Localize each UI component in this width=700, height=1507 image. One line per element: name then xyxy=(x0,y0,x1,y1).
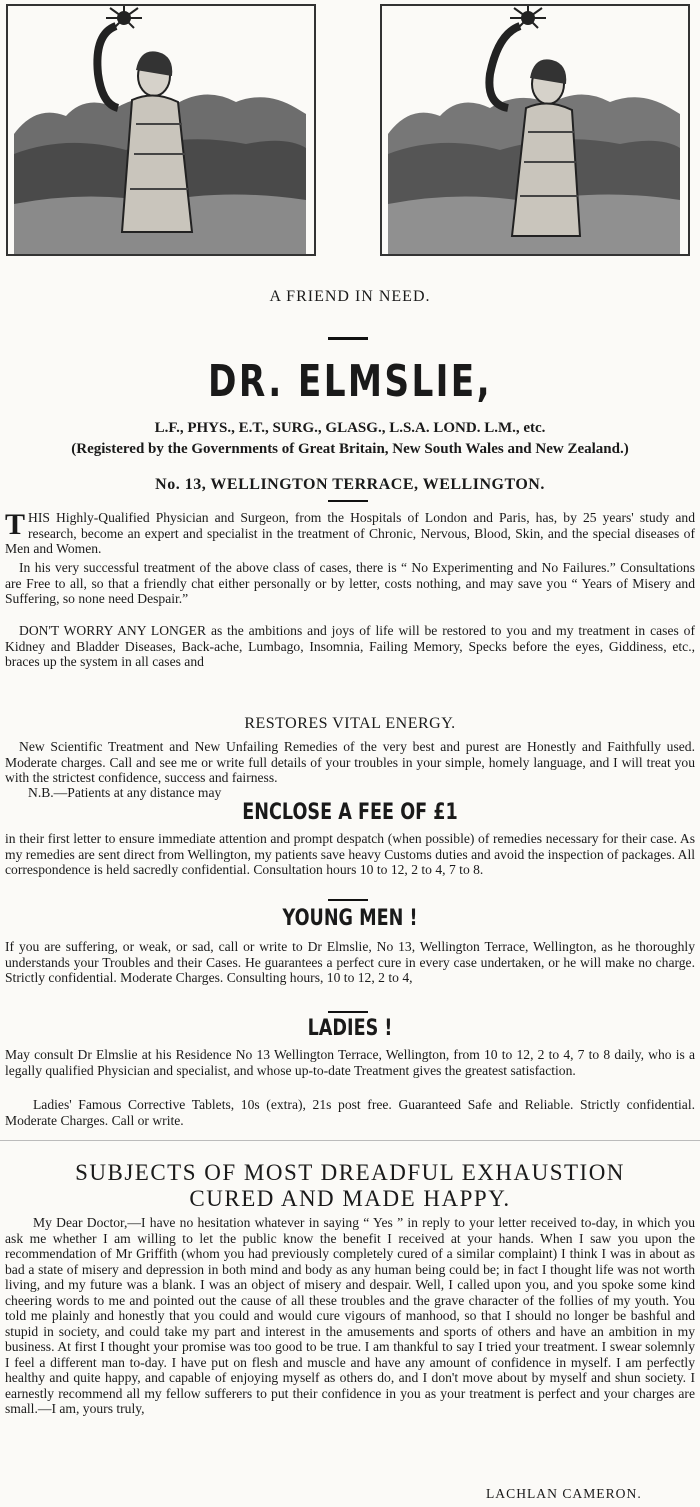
intro-paragraph xyxy=(5,510,695,557)
testimonial-heading xyxy=(0,1160,700,1212)
divider xyxy=(328,1011,368,1013)
doctor-name: DR. ELMSLIE, xyxy=(208,356,492,407)
young-men-paragraph: If you are suffering, or weak, or sad, call or write to Dr Elmslie, No 13, Wellington Terrace, Wellington, as he thoroughly understands your Troubles and their Cases. He guarantees a perfect cure in every case undertaken, or he will make no charge. Strictly confidential. Moderate Charges. Consulting hours, 10 to 12, 2 to 4, xyxy=(5,939,695,985)
fee-heading: ENCLOSE A FEE OF £1 xyxy=(242,800,458,825)
testimonial-heading-line2: CURED AND MADE HAPPY. xyxy=(189,1186,511,1211)
registration-note: (Registered by the Governments of Great Britain, New South Wales and New Zealand.) xyxy=(71,441,629,457)
tablets-paragraph: Ladies' Famous Corrective Tablets, 10s (extra), 21s post free. Guaranteed Safe and Reliable. Strictly confidential. Moderate Charges. Call or write. xyxy=(5,1097,695,1128)
intro-text: HIS Highly-Qualified Physician and Surgeon, from the Hospitals of London and Paris, has, by 25 years' study and research, become an expert and specialist in the treatment of Chronic, Nervous, Blood, Skin, and the special diseases of Men and Women. xyxy=(5,510,695,556)
woman-sun-illustration-right xyxy=(380,4,690,256)
fee-paragraph: in their first letter to ensure immediate attention and prompt despatch (when possible) of remedies necessary for their case. As my remedies are sent direct from Wellington, my patients save heavy Customs duties and avoid the inspection of packages. All correspondence is held sacredly confidential. Consultation hours 10 to 12, 2 to 4, 7 to 8. xyxy=(5,831,695,877)
worry-paragraph: DON'T WORRY ANY LONGER as the ambitions and joys of life will be restored to you and my treatment in cases of Kidney and Bladder Diseases, Back-ache, Lumbago, Insomnia, Failing Memory, Specks before the eyes, Giddiness, etc., braces up the system in all cases and xyxy=(5,623,695,669)
address: No. 13, WELLINGTON TERRACE, WELLINGTON. xyxy=(155,476,545,493)
young-men-heading: YOUNG MEN ! xyxy=(282,906,418,931)
signature: LACHLAN CAMERON. xyxy=(486,1486,642,1501)
divider xyxy=(328,337,368,340)
divider xyxy=(328,500,368,502)
testimonial-heading-line1: SUBJECTS OF MOST DREADFUL EXHAUSTION xyxy=(75,1160,625,1185)
restores-heading: RESTORES VITAL ENERGY. xyxy=(244,715,456,732)
qualifications: L.F., PHYS., E.T., SURG., GLASG., L.S.A. LOND. L.M., etc. xyxy=(154,420,546,436)
ladies-heading: LADIES ! xyxy=(307,1016,393,1041)
ladies-paragraph: May consult Dr Elmslie at his Residence No 13 Wellington Terrace, Wellington, from 10 to 12, 2 to 4, 7 to 8 daily, who is a legally qualified Physician and specialist, and whose up-to-date Treatment gives the greatest satisfaction. xyxy=(5,1047,695,1078)
illustration-left xyxy=(6,4,316,256)
testimonial-letter: My Dear Doctor,—I have no hesitation whatever in saying “ Yes ” in reply to your letter received to-day, in which you ask me whether I am willing to let the public know the benefit I received at your hands. When I saw you upon the recommendation of Mr Griffith (whom you had previously completely cured of a similar complaint) I think I was in about as bad a state of misery and depression in both mind and body as any human being could be; in fact I thought life was not worth living, and my future was a blank. I was an object of misery and despair. Well, I called upon you, and you spoke some kind cheering words to me and pointed out the cause of all these troubles and the grave character of the follies of my youth. You told me plainly and honestly that you could and would cure vigours of manhood, so that I should no longer be bashful and stupid in society, and could take my part and interest in the amusements and sports of others and have an ambition in my business. At first I thought your promise was too good to be true. I am thankful to say I tried your treatment. I swear solemnly I feel a different man to-day. I have put on flesh and muscle and have any amount of confidence in myself. I am perfectly healthy and quite happy, and capable of enjoying myself as others do, and I don't move about by myself and shun society. I earnestly recommend all my fellow sufferers to put their confidence in you as your treatment is perfect and your charges are small.—I am, yours truly, xyxy=(5,1215,695,1416)
drop-cap: T xyxy=(5,508,26,541)
success-paragraph: In his very successful treatment of the above class of cases, there is “ No Experimenting and No Failures.” Consultations are Free to all, so that a friendly chat either personally or by letter, costs nothing, and may save you “ Years of Misery and Suffering, so none need Despair.” xyxy=(5,560,695,606)
woman-sun-illustration-left xyxy=(6,4,316,256)
section-divider xyxy=(0,1140,700,1141)
nb-note: N.B.—Patients at any distance may xyxy=(28,785,222,800)
divider xyxy=(328,899,368,901)
scientific-paragraph: New Scientific Treatment and New Unfailing Remedies of the very best and purest are Honestly and Faithfully used. Moderate charges. Call and see me or write full details of your troubles in your simple, homely language, and I will treat you with the strictest confidence, success and fairness. xyxy=(5,739,695,785)
tagline: A FRIEND IN NEED. xyxy=(269,288,431,305)
illustration-right xyxy=(380,4,690,256)
